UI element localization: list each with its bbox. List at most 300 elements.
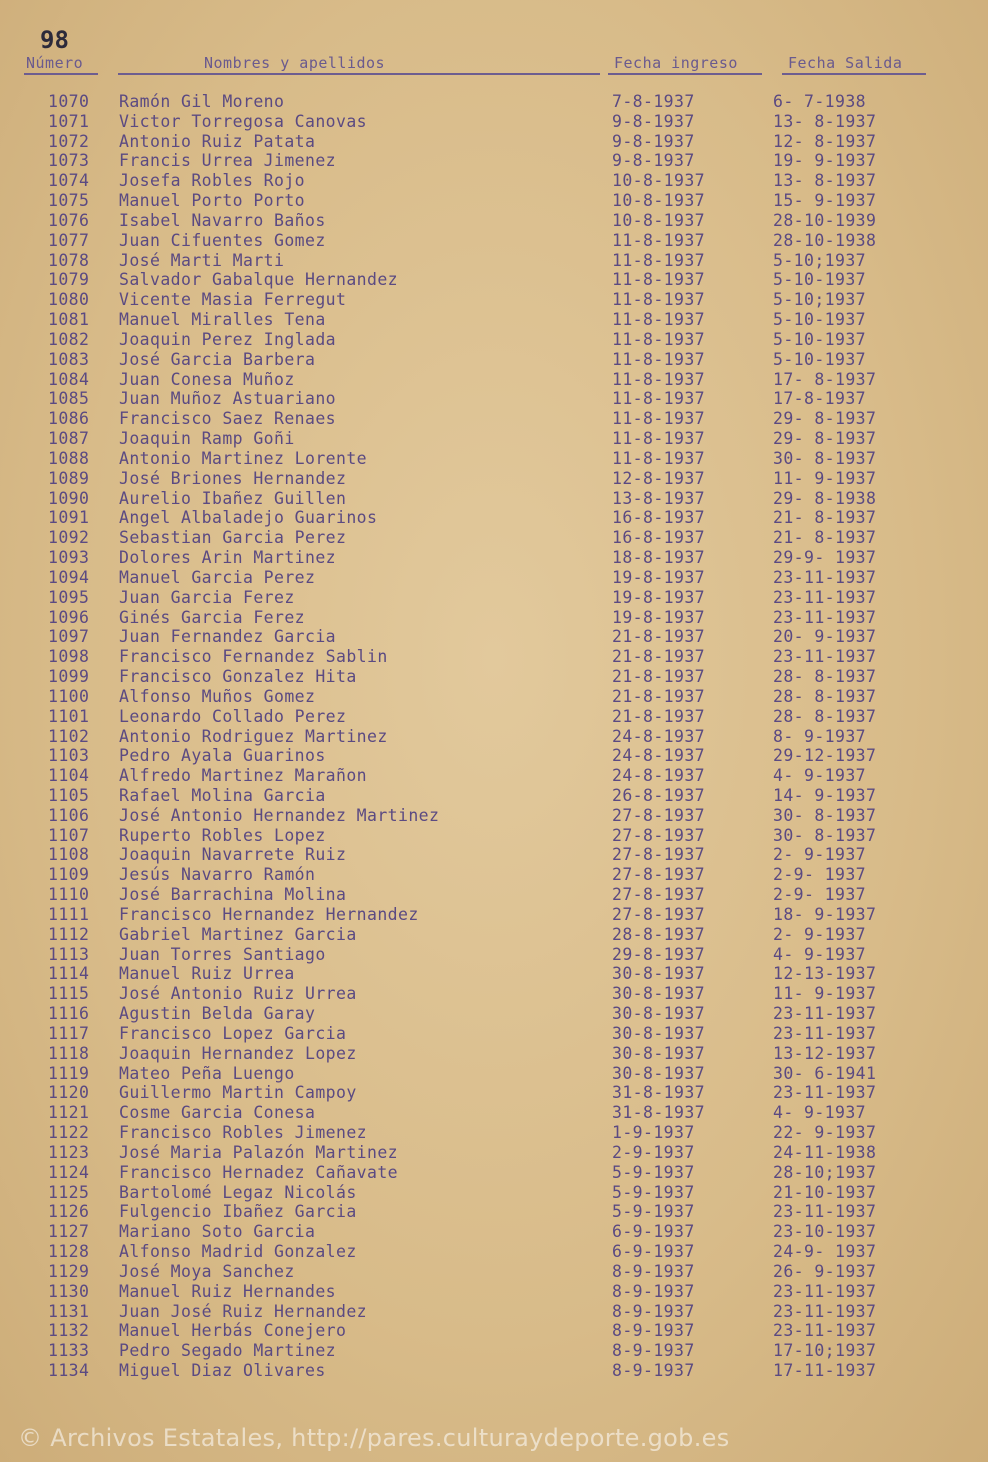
row-fecha-ingreso: 27-8-1937 <box>612 904 706 924</box>
row-number: 1109 <box>48 865 90 885</box>
row-number: 1120 <box>48 1083 90 1103</box>
table-row <box>0 1083 988 1103</box>
row-name: Sebastian Garcia Perez <box>119 528 347 548</box>
row-number: 1110 <box>48 885 90 905</box>
row-fecha-salida: 4- 9-1937 <box>773 1103 867 1123</box>
row-name: Antonio Ruiz Patata <box>119 131 316 151</box>
row-name: Bartolomé Legaz Nicolás <box>119 1182 357 1202</box>
row-number: 1090 <box>48 488 90 508</box>
row-fecha-salida: 23-10-1937 <box>773 1222 877 1242</box>
row-fecha-salida: 11- 9-1937 <box>773 984 877 1004</box>
row-number: 1083 <box>48 349 90 369</box>
row-name: Miguel Diaz Olivares <box>119 1361 326 1380</box>
table-row <box>0 1262 988 1282</box>
table-row <box>0 389 988 409</box>
row-fecha-salida: 5-10;1937 <box>773 290 867 310</box>
row-name: Leonardo Collado Perez <box>119 706 347 726</box>
row-fecha-ingreso: 18-8-1937 <box>612 548 706 568</box>
row-fecha-salida: 13-12-1937 <box>773 1043 877 1063</box>
row-name: Guillermo Martin Campoy <box>119 1083 357 1103</box>
row-number: 1077 <box>48 230 90 250</box>
row-name: Juan Cifuentes Gomez <box>119 230 326 250</box>
row-number: 1122 <box>48 1123 90 1143</box>
row-fecha-salida: 6- 7-1938 <box>773 92 867 111</box>
table-row <box>0 231 988 251</box>
row-fecha-salida: 26- 9-1937 <box>773 1261 877 1281</box>
row-name: Francisco Saez Renaes <box>119 409 337 429</box>
row-number: 1100 <box>48 686 90 706</box>
table-row <box>0 370 988 390</box>
table-row <box>0 588 988 608</box>
row-name: Antonio Martinez Lorente <box>119 448 368 468</box>
row-name: Aurelio Ibañez Guillen <box>119 488 347 508</box>
row-name: Cosme Garcia Conesa <box>119 1103 316 1123</box>
row-fecha-ingreso: 30-8-1937 <box>612 1043 706 1063</box>
row-fecha-ingreso: 27-8-1937 <box>612 805 706 825</box>
table-row <box>0 1044 988 1064</box>
row-number: 1089 <box>48 468 90 488</box>
row-fecha-salida: 17-11-1937 <box>773 1361 877 1380</box>
row-fecha-salida: 13- 8-1937 <box>773 111 877 131</box>
row-fecha-salida: 19- 9-1937 <box>773 151 877 171</box>
table-row <box>0 925 988 945</box>
header-fecha-salida: Fecha Salida <box>788 54 903 72</box>
table-row <box>0 548 988 568</box>
table-row <box>0 1361 988 1381</box>
table-row <box>0 489 988 509</box>
row-fecha-salida: 21- 8-1937 <box>773 508 877 528</box>
table-row <box>0 350 988 370</box>
table-row <box>0 707 988 727</box>
table-row <box>0 984 988 1004</box>
table-row <box>0 1103 988 1123</box>
row-name: Josefa Robles Rojo <box>119 171 306 191</box>
row-fecha-ingreso: 21-8-1937 <box>612 686 706 706</box>
row-fecha-ingreso: 31-8-1937 <box>612 1103 706 1123</box>
row-number: 1115 <box>48 984 90 1004</box>
register-table <box>0 92 988 1381</box>
row-fecha-ingreso: 9-8-1937 <box>612 151 695 171</box>
table-row <box>0 608 988 628</box>
row-number: 1123 <box>48 1142 90 1162</box>
row-fecha-salida: 8- 9-1937 <box>773 726 867 746</box>
row-fecha-ingreso: 5-9-1937 <box>612 1202 695 1222</box>
row-number: 1132 <box>48 1321 90 1341</box>
row-fecha-salida: 15- 9-1937 <box>773 191 877 211</box>
row-name: Fulgencio Ibañez Garcia <box>119 1202 357 1222</box>
table-row <box>0 627 988 647</box>
row-fecha-salida: 17-8-1937 <box>773 389 867 409</box>
row-fecha-ingreso: 11-8-1937 <box>612 369 706 389</box>
row-name: Salvador Gabalque Hernandez <box>119 270 399 290</box>
row-fecha-ingreso: 21-8-1937 <box>612 647 706 667</box>
row-fecha-ingreso: 10-8-1937 <box>612 171 706 191</box>
row-name: Juan Muñoz Astuariano <box>119 389 337 409</box>
row-fecha-salida: 20- 9-1937 <box>773 627 877 647</box>
table-row <box>0 727 988 747</box>
row-name: José Marti Marti <box>119 250 285 270</box>
row-fecha-salida: 23-11-1937 <box>773 1281 877 1301</box>
row-number: 1116 <box>48 1004 90 1024</box>
row-fecha-ingreso: 2-9-1937 <box>612 1142 695 1162</box>
row-number: 1101 <box>48 706 90 726</box>
row-fecha-salida: 4- 9-1937 <box>773 944 867 964</box>
row-number: 1129 <box>48 1261 90 1281</box>
row-fecha-ingreso: 19-8-1937 <box>612 587 706 607</box>
table-row <box>0 449 988 469</box>
row-fecha-salida: 21-10-1937 <box>773 1182 877 1202</box>
row-number: 1131 <box>48 1301 90 1321</box>
row-number: 1096 <box>48 607 90 627</box>
row-number: 1125 <box>48 1182 90 1202</box>
row-number: 1092 <box>48 528 90 548</box>
row-fecha-ingreso: 11-8-1937 <box>612 448 706 468</box>
row-fecha-ingreso: 11-8-1937 <box>612 389 706 409</box>
row-fecha-salida: 5-10-1937 <box>773 310 867 330</box>
table-row <box>0 270 988 290</box>
row-fecha-salida: 23-11-1937 <box>773 1004 877 1024</box>
table-row <box>0 905 988 925</box>
row-name: José Barrachina Molina <box>119 885 347 905</box>
row-fecha-ingreso: 19-8-1937 <box>612 607 706 627</box>
row-fecha-ingreso: 27-8-1937 <box>612 825 706 845</box>
row-fecha-ingreso: 11-8-1937 <box>612 270 706 290</box>
row-name: Ramón Gil Moreno <box>119 92 285 111</box>
table-row <box>0 1143 988 1163</box>
header-underline-ingreso <box>608 73 762 75</box>
row-name: Juan Conesa Muñoz <box>119 369 295 389</box>
row-fecha-ingreso: 30-8-1937 <box>612 1063 706 1083</box>
row-fecha-ingreso: 8-9-1937 <box>612 1341 695 1361</box>
row-fecha-salida: 17-10;1937 <box>773 1341 877 1361</box>
row-name: Alfonso Madrid Gonzalez <box>119 1242 357 1262</box>
row-fecha-ingreso: 8-9-1937 <box>612 1321 695 1341</box>
row-name: Francisco Fernandez Sablin <box>119 647 388 667</box>
row-fecha-salida: 17- 8-1937 <box>773 369 877 389</box>
row-fecha-salida: 2-9- 1937 <box>773 865 867 885</box>
row-name: Pedro Segado Martinez <box>119 1341 337 1361</box>
row-fecha-salida: 12- 8-1937 <box>773 131 877 151</box>
row-fecha-salida: 5-10-1937 <box>773 349 867 369</box>
row-name: Jesús Navarro Ramón <box>119 865 316 885</box>
table-row <box>0 1202 988 1222</box>
row-number: 1119 <box>48 1063 90 1083</box>
row-name: Mateo Peña Luengo <box>119 1063 295 1083</box>
row-fecha-salida: 23-11-1937 <box>773 1023 877 1043</box>
table-row <box>0 845 988 865</box>
row-number: 1121 <box>48 1103 90 1123</box>
row-number: 1113 <box>48 944 90 964</box>
row-fecha-ingreso: 30-8-1937 <box>612 964 706 984</box>
row-name: Joaquin Navarrete Ruiz <box>119 845 347 865</box>
row-fecha-salida: 23-11-1937 <box>773 1083 877 1103</box>
row-name: Alfredo Martinez Marañon <box>119 766 368 786</box>
row-fecha-ingreso: 24-8-1937 <box>612 726 706 746</box>
row-number: 1080 <box>48 290 90 310</box>
row-fecha-ingreso: 5-9-1937 <box>612 1162 695 1182</box>
row-name: Juan Garcia Ferez <box>119 587 295 607</box>
row-fecha-ingreso: 30-8-1937 <box>612 1023 706 1043</box>
row-fecha-salida: 23-11-1937 <box>773 1301 877 1321</box>
row-fecha-salida: 23-11-1937 <box>773 607 877 627</box>
row-number: 1117 <box>48 1023 90 1043</box>
row-name: Vicente Masia Ferregut <box>119 290 347 310</box>
row-name: Manuel Porto Porto <box>119 191 306 211</box>
table-row <box>0 687 988 707</box>
row-number: 1095 <box>48 587 90 607</box>
row-fecha-ingreso: 10-8-1937 <box>612 210 706 230</box>
row-number: 1072 <box>48 131 90 151</box>
row-number: 1127 <box>48 1222 90 1242</box>
row-number: 1074 <box>48 171 90 191</box>
table-row <box>0 171 988 191</box>
row-number: 1126 <box>48 1202 90 1222</box>
row-number: 1130 <box>48 1281 90 1301</box>
row-number: 1108 <box>48 845 90 865</box>
table-row <box>0 1302 988 1322</box>
row-fecha-ingreso: 11-8-1937 <box>612 409 706 429</box>
row-number: 1114 <box>48 964 90 984</box>
row-fecha-ingreso: 28-8-1937 <box>612 924 706 944</box>
row-number: 1070 <box>48 92 90 111</box>
table-row <box>0 865 988 885</box>
row-name: Francisco Hernandez Hernandez <box>119 904 419 924</box>
row-fecha-salida: 23-11-1937 <box>773 1202 877 1222</box>
row-fecha-salida: 29- 8-1937 <box>773 429 877 449</box>
row-name: Alfonso Muños Gomez <box>119 686 316 706</box>
table-row <box>0 469 988 489</box>
row-fecha-salida: 23-11-1937 <box>773 647 877 667</box>
row-name: Agustin Belda Garay <box>119 1004 316 1024</box>
table-row <box>0 1282 988 1302</box>
row-fecha-ingreso: 27-8-1937 <box>612 845 706 865</box>
row-fecha-salida: 13- 8-1937 <box>773 171 877 191</box>
row-number: 1105 <box>48 785 90 805</box>
row-number: 1099 <box>48 667 90 687</box>
row-number: 1118 <box>48 1043 90 1063</box>
row-name: Manuel Miralles Tena <box>119 310 326 330</box>
table-row <box>0 191 988 211</box>
row-name: Francisco Gonzalez Hita <box>119 667 357 687</box>
row-number: 1102 <box>48 726 90 746</box>
row-fecha-salida: 30- 8-1937 <box>773 805 877 825</box>
table-row <box>0 964 988 984</box>
table-row <box>0 568 988 588</box>
row-name: Juan José Ruiz Hernandez <box>119 1301 368 1321</box>
row-fecha-ingreso: 11-8-1937 <box>612 429 706 449</box>
header-numero: Número <box>26 54 84 72</box>
row-fecha-salida: 4- 9-1937 <box>773 766 867 786</box>
row-fecha-ingreso: 11-8-1937 <box>612 250 706 270</box>
header-underline-salida <box>782 73 926 75</box>
row-fecha-salida: 30- 8-1937 <box>773 448 877 468</box>
row-fecha-salida: 29-12-1937 <box>773 746 877 766</box>
row-fecha-ingreso: 26-8-1937 <box>612 785 706 805</box>
row-fecha-ingreso: 6-9-1937 <box>612 1242 695 1262</box>
row-fecha-salida: 12-13-1937 <box>773 964 877 984</box>
row-number: 1097 <box>48 627 90 647</box>
row-name: José Antonio Ruiz Urrea <box>119 984 357 1004</box>
table-row <box>0 310 988 330</box>
row-fecha-salida: 5-10-1937 <box>773 329 867 349</box>
page-number: 98 <box>40 26 69 54</box>
row-fecha-salida: 30- 8-1937 <box>773 825 877 845</box>
row-number: 1076 <box>48 210 90 230</box>
row-fecha-salida: 23-11-1937 <box>773 1321 877 1341</box>
row-fecha-salida: 28- 8-1937 <box>773 686 877 706</box>
row-number: 1093 <box>48 548 90 568</box>
row-fecha-ingreso: 21-8-1937 <box>612 667 706 687</box>
row-fecha-salida: 5-10;1937 <box>773 250 867 270</box>
row-number: 1133 <box>48 1341 90 1361</box>
table-row <box>0 1242 988 1262</box>
row-number: 1094 <box>48 567 90 587</box>
row-fecha-salida: 28- 8-1937 <box>773 706 877 726</box>
row-fecha-ingreso: 8-9-1937 <box>612 1261 695 1281</box>
row-fecha-salida: 14- 9-1937 <box>773 785 877 805</box>
row-number: 1079 <box>48 270 90 290</box>
row-fecha-salida: 28-10-1938 <box>773 230 877 250</box>
row-fecha-salida: 30- 6-1941 <box>773 1063 877 1083</box>
row-fecha-ingreso: 9-8-1937 <box>612 131 695 151</box>
row-fecha-ingreso: 11-8-1937 <box>612 290 706 310</box>
table-row <box>0 251 988 271</box>
table-row <box>0 1004 988 1024</box>
table-row <box>0 112 988 132</box>
row-fecha-salida: 2-9- 1937 <box>773 885 867 905</box>
row-name: Isabel Navarro Baños <box>119 210 326 230</box>
row-number: 1098 <box>48 647 90 667</box>
table-row <box>0 211 988 231</box>
row-name: José Garcia Barbera <box>119 349 316 369</box>
row-fecha-ingreso: 5-9-1937 <box>612 1182 695 1202</box>
row-name: José Antonio Hernandez Martinez <box>119 805 440 825</box>
row-name: Manuel Garcia Perez <box>119 567 316 587</box>
row-fecha-salida: 28-10;1937 <box>773 1162 877 1182</box>
row-name: Francisco Hernadez Cañavate <box>119 1162 399 1182</box>
table-row <box>0 1024 988 1044</box>
table-row <box>0 151 988 171</box>
row-number: 1111 <box>48 904 90 924</box>
row-name: Pedro Ayala Guarinos <box>119 746 326 766</box>
row-name: José Moya Sanchez <box>119 1261 295 1281</box>
row-fecha-ingreso: 12-8-1937 <box>612 468 706 488</box>
table-row <box>0 429 988 449</box>
row-fecha-ingreso: 7-8-1937 <box>612 92 695 111</box>
row-name: Ginés Garcia Ferez <box>119 607 306 627</box>
row-fecha-salida: 18- 9-1937 <box>773 904 877 924</box>
row-number: 1107 <box>48 825 90 845</box>
header-fecha-ingreso: Fecha ingreso <box>614 54 738 72</box>
row-number: 1106 <box>48 805 90 825</box>
row-fecha-ingreso: 9-8-1937 <box>612 111 695 131</box>
table-row <box>0 806 988 826</box>
row-number: 1088 <box>48 448 90 468</box>
row-number: 1104 <box>48 766 90 786</box>
row-number: 1086 <box>48 409 90 429</box>
row-name: Dolores Arin Martinez <box>119 548 337 568</box>
row-name: Rafael Molina Garcia <box>119 785 326 805</box>
copyright-watermark: © Archivos Estatales, http://pares.culturaydeporte.gob.es <box>18 1424 730 1452</box>
table-row <box>0 766 988 786</box>
table-row <box>0 786 988 806</box>
table-row <box>0 945 988 965</box>
table-row <box>0 508 988 528</box>
row-fecha-ingreso: 8-9-1937 <box>612 1281 695 1301</box>
row-name: Joaquin Perez Inglada <box>119 329 337 349</box>
row-fecha-ingreso: 27-8-1937 <box>612 865 706 885</box>
row-fecha-ingreso: 8-9-1937 <box>612 1301 695 1321</box>
table-row <box>0 1222 988 1242</box>
table-row <box>0 409 988 429</box>
row-name: Francisco Lopez Garcia <box>119 1023 347 1043</box>
row-fecha-ingreso: 19-8-1937 <box>612 567 706 587</box>
row-name: Gabriel Martinez Garcia <box>119 924 357 944</box>
row-number: 1073 <box>48 151 90 171</box>
row-fecha-ingreso: 11-8-1937 <box>612 349 706 369</box>
row-fecha-salida: 2- 9-1937 <box>773 924 867 944</box>
table-row <box>0 1341 988 1361</box>
row-fecha-salida: 29-9- 1937 <box>773 548 877 568</box>
row-fecha-salida: 23-11-1937 <box>773 567 877 587</box>
table-row <box>0 647 988 667</box>
table-row <box>0 1183 988 1203</box>
row-name: Francis Urrea Jimenez <box>119 151 337 171</box>
row-fecha-salida: 24-9- 1937 <box>773 1242 877 1262</box>
row-fecha-salida: 28-10-1939 <box>773 210 877 230</box>
table-row <box>0 1123 988 1143</box>
table-row <box>0 826 988 846</box>
row-number: 1075 <box>48 191 90 211</box>
row-fecha-ingreso: 21-8-1937 <box>612 706 706 726</box>
row-number: 1124 <box>48 1162 90 1182</box>
table-row <box>0 290 988 310</box>
row-name: Victor Torregosa Canovas <box>119 111 368 131</box>
row-fecha-ingreso: 1-9-1937 <box>612 1123 695 1143</box>
row-fecha-ingreso: 29-8-1937 <box>612 944 706 964</box>
table-row <box>0 1321 988 1341</box>
row-name: Manuel Ruiz Hernandes <box>119 1281 337 1301</box>
row-number: 1071 <box>48 111 90 131</box>
row-fecha-salida: 28- 8-1937 <box>773 667 877 687</box>
row-fecha-salida: 11- 9-1937 <box>773 468 877 488</box>
header-nombres: Nombres y apellidos <box>204 54 386 72</box>
row-fecha-ingreso: 30-8-1937 <box>612 1004 706 1024</box>
row-fecha-salida: 21- 8-1937 <box>773 528 877 548</box>
row-fecha-ingreso: 10-8-1937 <box>612 191 706 211</box>
table-row <box>0 746 988 766</box>
row-fecha-salida: 24-11-1938 <box>773 1142 877 1162</box>
table-row <box>0 330 988 350</box>
row-name: Antonio Rodriguez Martinez <box>119 726 388 746</box>
row-fecha-ingreso: 11-8-1937 <box>612 230 706 250</box>
row-name: Juan Fernandez Garcia <box>119 627 337 647</box>
row-fecha-ingreso: 11-8-1937 <box>612 329 706 349</box>
row-fecha-salida: 5-10-1937 <box>773 270 867 290</box>
table-row <box>0 885 988 905</box>
row-fecha-ingreso: 30-8-1937 <box>612 984 706 1004</box>
row-name: José Briones Hernandez <box>119 468 347 488</box>
table-row <box>0 1163 988 1183</box>
row-name: Manuel Herbás Conejero <box>119 1321 347 1341</box>
row-name: José Maria Palazón Martinez <box>119 1142 399 1162</box>
row-name: Manuel Ruiz Urrea <box>119 964 295 984</box>
row-fecha-ingreso: 27-8-1937 <box>612 885 706 905</box>
row-number: 1084 <box>48 369 90 389</box>
table-row <box>0 667 988 687</box>
header-underline-numero <box>24 73 98 75</box>
row-fecha-ingreso: 6-9-1937 <box>612 1222 695 1242</box>
